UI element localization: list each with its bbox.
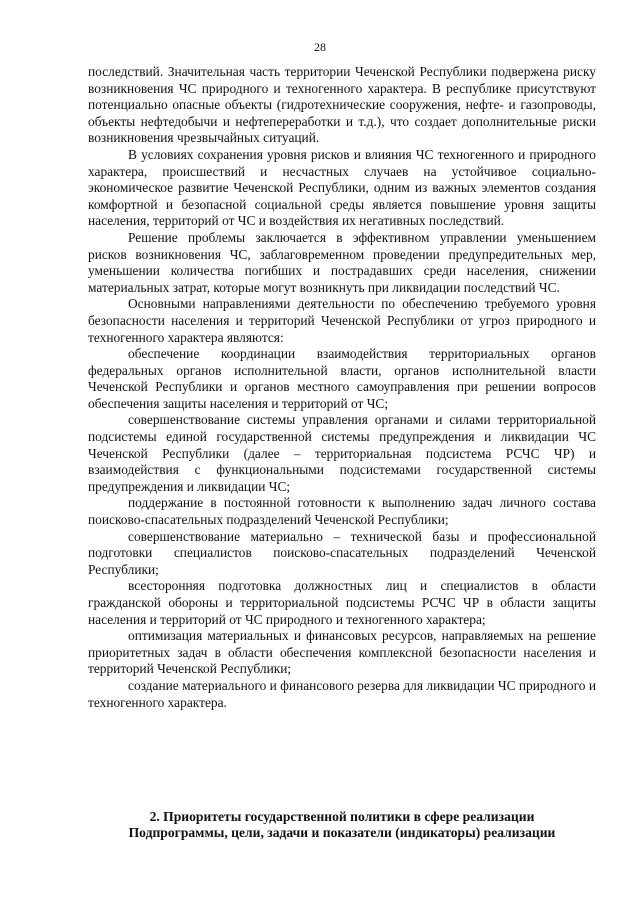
section-heading (88, 809, 596, 841)
paragraph: Основными направлениями деятельности по обеспечению требуемого уровня безопасности населения и территорий Чеченской Республики от угроз природного и техногенного характера являются: (88, 296, 596, 345)
body-text (88, 64, 596, 711)
list-item: оптимизация материальных и финансовых ресурсов, направляемых на решение приоритетных задач в области обеспечения комплексной безопасности населения и территорий Чеченской Республики; (88, 628, 596, 677)
paragraph: последствий. Значительная часть территории Чеченской Республики подвержена риску возникновения ЧС природного и техногенного характера. В республике присутствуют потенциально опасные объекты (гидротехнические сооружения, нефте- и газопроводы, объекты нефтедобычи и нефтепереработки и т.д.), что создает дополнительные риски возникновения чрезвычайных ситуаций. (88, 64, 596, 146)
list-item: обеспечение координации взаимодействия территориальных органов федеральных органов исполнительной власти, органов исполнительной власти Чеченской Республики и органов местного самоуправления при решении вопросов обеспечения защиты населения и территорий от ЧС; (88, 346, 596, 411)
list-item: создание материального и финансового резерва для ликвидации ЧС природного и техногенного характера. (88, 677, 596, 710)
paragraph: Решение проблемы заключается в эффективном управлении уменьшением рисков возникновения ЧС, заблаговременном проведении предупредительных мер, уменьшении количества погибших и пострадавших среди населения, снижении материальных затрат, которые могут возникнуть при ликвидации последствий ЧС. (88, 229, 596, 295)
paragraph: В условиях сохранения уровня рисков и влияния ЧС техногенного и природного характера, происшествий и несчастных случаев на устойчивое социально-экономическое развитие Чеченской Республики, одним из важных элементов создания комфортной и безопасной социальной среды является повышение уровня защиты населения, территорий от ЧС и воздействия их негативных последствий. (88, 146, 596, 229)
section-heading-line: Подпрограммы, цели, задачи и показатели (индикаторы) реализации (128, 825, 556, 840)
list-item: поддержание в постоянной готовности к выполнению задач личного состава поисково-спасательных подразделений Чеченской Республики; (88, 495, 596, 528)
list-item: совершенствование системы управления органами и силами территориальной подсистемы единой государственной системы предупреждения и ликвидации ЧС Чеченской Республики (далее – территориальная подсистема РСЧС ЧР) и взаимодействия с функциональными подсистемами государственной системы предупреждения и ликвидации ЧС; (88, 412, 596, 494)
list-item: совершенствование материально – технической базы и профессиональной подготовки специалистов поисково-спасательных подразделений Чеченской Республики; (88, 528, 596, 577)
list-item: всесторонняя подготовка должностных лиц и специалистов в области гражданской обороны и территориальной подсистемы РСЧС ЧР в области защиты населения и территорий от ЧС природного и техногенного характера; (88, 578, 596, 627)
section-heading-line: 2. Приоритеты государственной политики в сфере реализации (149, 809, 535, 824)
page-number: 28 (314, 40, 326, 54)
